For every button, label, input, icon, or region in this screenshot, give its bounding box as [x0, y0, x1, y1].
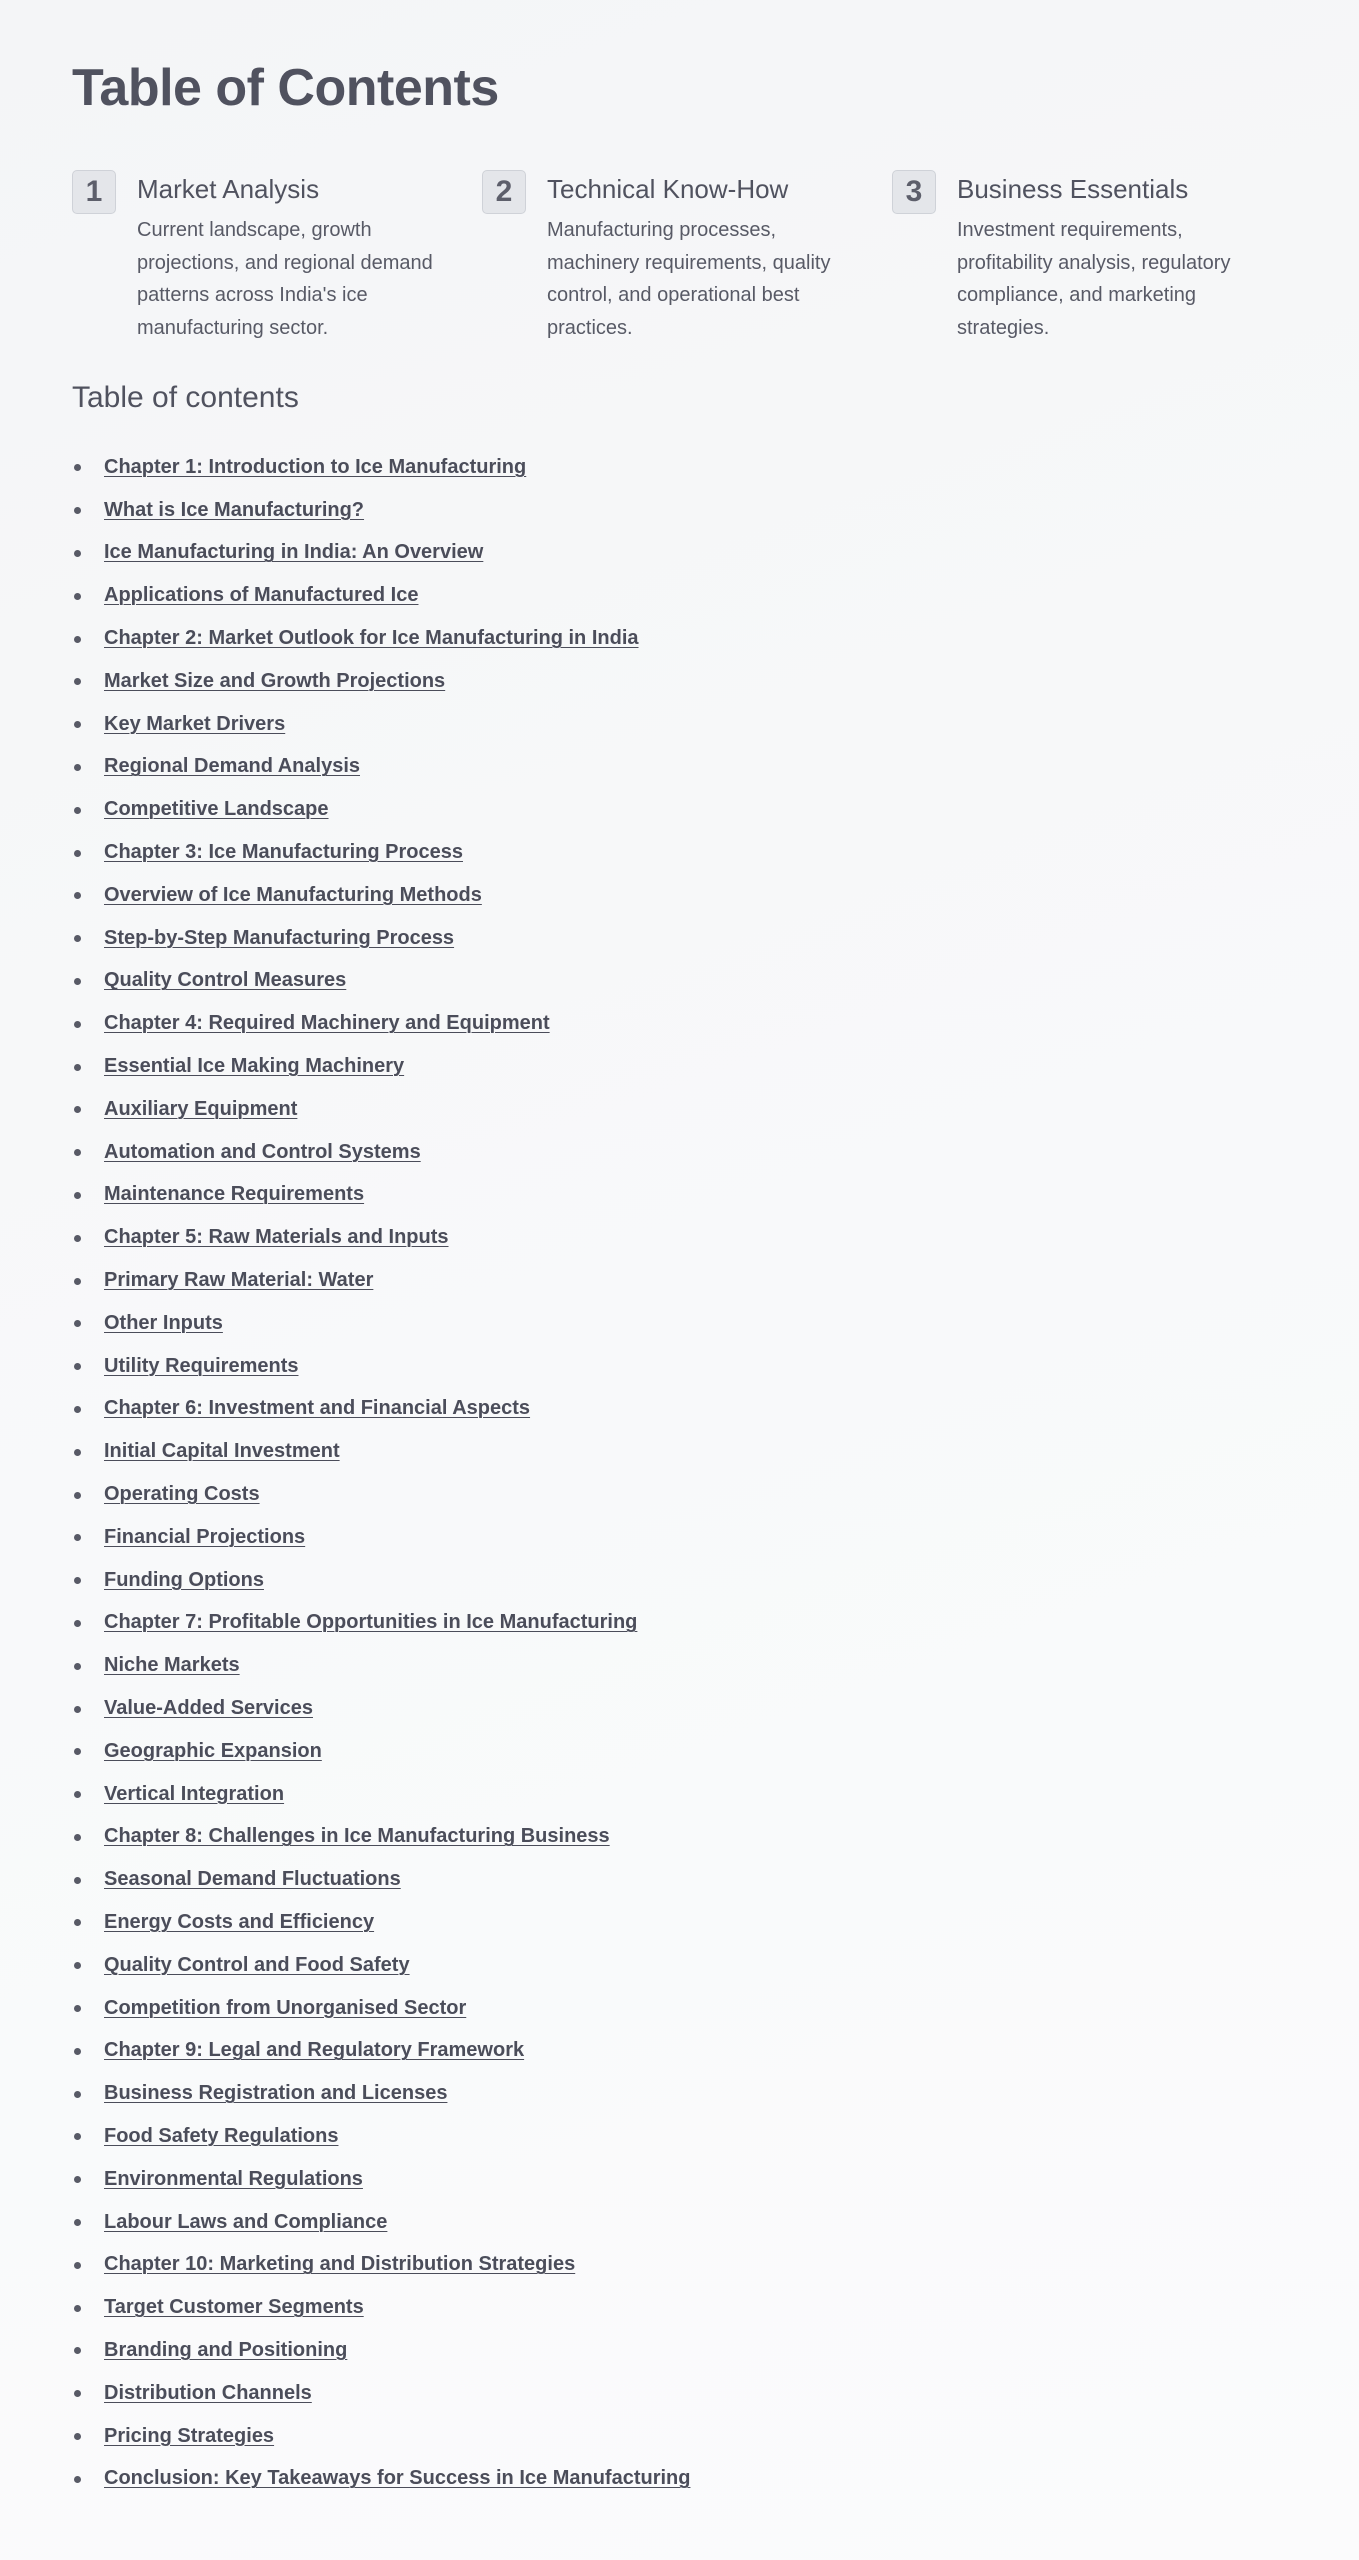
page-title: Table of Contents	[72, 59, 499, 117]
bullet-dot-icon	[74, 721, 81, 728]
toc-list-item	[72, 917, 1072, 960]
toc-list-item	[72, 2072, 1072, 2115]
bullet-dot-icon	[74, 464, 81, 471]
toc-link[interactable]: Ice Manufacturing in India: An Overview	[104, 541, 484, 564]
toc-link[interactable]: Branding and Positioning	[104, 2338, 348, 2361]
bullet-dot-icon	[74, 593, 81, 600]
bullet-dot-icon	[74, 850, 81, 857]
bullet-dot-icon	[74, 1919, 81, 1926]
bullet-dot-icon	[74, 1064, 81, 1071]
bullet-dot-icon	[74, 764, 81, 771]
toc-list-item	[72, 1773, 1072, 1816]
toc-link[interactable]: Pricing Strategies	[104, 2424, 275, 2447]
toc-list-item	[72, 2201, 1072, 2244]
toc-list-item	[72, 1302, 1072, 1345]
toc-list-item	[72, 874, 1072, 917]
toc-link[interactable]: Chapter 1: Introduction to Ice Manufacturing	[104, 455, 527, 478]
summary-card-business-essentials	[892, 170, 1302, 344]
toc-list-item	[72, 489, 1072, 532]
toc-link[interactable]: Primary Raw Material: Water	[104, 1269, 374, 1292]
card-description: Current landscape, growth projections, and regional demand patterns across India's ice manufacturing sector.	[137, 219, 433, 339]
bullet-dot-icon	[74, 1192, 81, 1199]
toc-list-item	[72, 831, 1072, 874]
toc-link[interactable]: Operating Costs	[104, 1483, 260, 1506]
toc-link[interactable]: Vertical Integration	[104, 1782, 285, 1805]
toc-link[interactable]: Automation and Control Systems	[104, 1140, 421, 1163]
toc-list-item	[72, 532, 1072, 575]
bullet-dot-icon	[74, 807, 81, 814]
bullet-dot-icon	[74, 2305, 81, 2312]
bullet-dot-icon	[74, 2390, 81, 2397]
toc-link[interactable]: Chapter 10: Marketing and Distribution Strategies	[104, 2253, 576, 2276]
toc-link[interactable]: Chapter 8: Challenges in Ice Manufacturing Business	[104, 1825, 610, 1848]
card-body	[957, 170, 1277, 344]
card-body	[547, 170, 867, 344]
toc-list-item	[72, 2115, 1072, 2158]
toc-link[interactable]: Target Customer Segments	[104, 2296, 364, 2319]
bullet-dot-icon	[74, 1449, 81, 1456]
bullet-dot-icon	[74, 1363, 81, 1370]
card-description: Manufacturing processes, machinery requirements, quality control, and operational best practices.	[547, 219, 831, 339]
toc-heading: Table of contents	[72, 381, 299, 414]
toc-list-item	[72, 1473, 1072, 1516]
toc-link[interactable]: Applications of Manufactured Ice	[104, 584, 419, 607]
toc-list-item	[72, 2372, 1072, 2415]
toc-link[interactable]: Essential Ice Making Machinery	[104, 1055, 405, 1078]
toc-link[interactable]: Quality Control Measures	[104, 969, 347, 992]
toc-list-item	[72, 1131, 1072, 1174]
toc-link[interactable]: Auxiliary Equipment	[104, 1097, 298, 1120]
toc-list-item	[72, 1944, 1072, 1987]
toc-list-item	[72, 446, 1072, 489]
bullet-dot-icon	[74, 1791, 81, 1798]
toc-link[interactable]: Key Market Drivers	[104, 712, 286, 735]
card-description: Investment requirements, profitability analysis, regulatory compliance, and marketing strategies.	[957, 219, 1231, 339]
card-title: Market Analysis	[137, 174, 320, 204]
bullet-dot-icon	[74, 1021, 81, 1028]
bullet-dot-icon	[74, 1706, 81, 1713]
bullet-dot-icon	[74, 2262, 81, 2269]
bullet-dot-icon	[74, 2476, 81, 2483]
bullet-dot-icon	[74, 2176, 81, 2183]
toc-link[interactable]: Food Safety Regulations	[104, 2124, 339, 2147]
toc-list-item	[72, 2457, 1072, 2500]
toc-link[interactable]: Overview of Ice Manufacturing Methods	[104, 883, 482, 906]
toc-list-item	[72, 746, 1072, 789]
bullet-dot-icon	[74, 1834, 81, 1841]
toc-link[interactable]: Chapter 6: Investment and Financial Aspects	[104, 1397, 531, 1420]
toc-list-item	[72, 1002, 1072, 1045]
bullet-dot-icon	[74, 2091, 81, 2098]
bullet-dot-icon	[74, 1663, 81, 1670]
bullet-dot-icon	[74, 1877, 81, 1884]
toc-list-item	[72, 2329, 1072, 2372]
bullet-dot-icon	[74, 507, 81, 514]
bullet-dot-icon	[74, 2433, 81, 2440]
toc-link[interactable]: Chapter 4: Required Machinery and Equipment	[104, 1012, 550, 1035]
card-number-badge: 2	[482, 170, 526, 214]
bullet-dot-icon	[74, 1235, 81, 1242]
toc-list-item	[72, 1602, 1072, 1645]
bullet-dot-icon	[74, 2048, 81, 2055]
bullet-dot-icon	[74, 2219, 81, 2226]
toc-list	[72, 446, 1072, 2500]
toc-list-item	[72, 1345, 1072, 1388]
toc-link[interactable]: Other Inputs	[104, 1311, 223, 1334]
toc-link[interactable]: Regional Demand Analysis	[104, 755, 360, 778]
toc-list-item	[72, 1388, 1072, 1431]
toc-link[interactable]: Value-Added Services	[104, 1697, 313, 1719]
bullet-dot-icon	[74, 1406, 81, 1413]
toc-list-item	[72, 2415, 1072, 2458]
toc-list-item	[72, 1259, 1072, 1302]
toc-list-item	[72, 2243, 1072, 2286]
toc-link[interactable]: Step-by-Step Manufacturing Process	[104, 926, 455, 949]
toc-list-item	[72, 2158, 1072, 2201]
toc-link[interactable]: Labour Laws and Compliance	[104, 2210, 388, 2233]
bullet-dot-icon	[74, 1149, 81, 1156]
toc-link[interactable]: Chapter 2: Market Outlook for Ice Manufacturing in India	[104, 627, 639, 650]
toc-link[interactable]: Funding Options	[104, 1568, 264, 1591]
toc-link[interactable]: Competition from Unorganised Sector	[104, 1996, 467, 2019]
toc-link[interactable]: Financial Projections	[104, 1525, 306, 1548]
summary-cards	[72, 170, 1302, 344]
toc-link[interactable]: Initial Capital Investment	[104, 1440, 340, 1463]
toc-link[interactable]: Energy Costs and Efficiency	[104, 1910, 375, 1933]
toc-list-item	[72, 703, 1072, 746]
bullet-dot-icon	[74, 2347, 81, 2354]
card-body	[137, 170, 457, 344]
toc-link[interactable]: Quality Control and Food Safety	[104, 1953, 410, 1976]
toc-list-item	[72, 788, 1072, 831]
bullet-dot-icon	[74, 935, 81, 942]
bullet-dot-icon	[74, 636, 81, 643]
toc-list-item	[72, 2029, 1072, 2072]
bullet-dot-icon	[74, 550, 81, 557]
toc-list-item	[72, 1901, 1072, 1944]
toc-list-item	[72, 1816, 1072, 1859]
toc-link[interactable]: Distribution Channels	[104, 2381, 312, 2404]
bullet-dot-icon	[74, 678, 81, 685]
bullet-dot-icon	[74, 1620, 81, 1627]
toc-list-item	[72, 1644, 1072, 1687]
toc-list-item	[72, 574, 1072, 617]
bullet-dot-icon	[74, 1320, 81, 1327]
toc-list-item	[72, 2286, 1072, 2329]
bullet-dot-icon	[74, 1577, 81, 1584]
toc-link[interactable]: What is Ice Manufacturing?	[104, 498, 365, 521]
toc-list-item	[72, 960, 1072, 1003]
toc-list-item	[72, 660, 1072, 703]
toc-link[interactable]: Niche Markets	[104, 1654, 240, 1677]
bullet-dot-icon	[74, 1534, 81, 1541]
bullet-dot-icon	[74, 1962, 81, 1969]
toc-link[interactable]: Environmental Regulations	[104, 2167, 363, 2190]
bullet-dot-icon	[74, 1748, 81, 1755]
toc-link[interactable]: Seasonal Demand Fluctuations	[104, 1868, 401, 1891]
card-title: Business Essentials	[957, 174, 1189, 204]
toc-list-item	[72, 1858, 1072, 1901]
card-number-badge: 3	[892, 170, 936, 214]
card-title: Technical Know-How	[547, 174, 789, 204]
card-number-badge: 1	[72, 170, 116, 214]
toc-list-item	[72, 1045, 1072, 1088]
toc-link[interactable]: Chapter 3: Ice Manufacturing Process	[104, 841, 463, 864]
bullet-dot-icon	[74, 978, 81, 985]
toc-list-item	[72, 1216, 1072, 1259]
toc-link[interactable]: Conclusion: Key Takeaways for Success in Ice Manufacturing	[104, 2467, 691, 2490]
toc-link[interactable]: Chapter 7: Profitable Opportunities in Ice Manufacturing	[104, 1611, 638, 1634]
toc-list-item	[72, 617, 1072, 660]
toc-list-item	[72, 1559, 1072, 1602]
bullet-dot-icon	[74, 1492, 81, 1499]
toc-link[interactable]: Geographic Expansion	[104, 1739, 322, 1762]
toc-link[interactable]: Market Size and Growth Projections	[104, 669, 446, 692]
toc-link[interactable]: Chapter 9: Legal and Regulatory Framework	[104, 2039, 525, 2062]
bullet-dot-icon	[74, 1278, 81, 1285]
bullet-dot-icon	[74, 1106, 81, 1113]
toc-link[interactable]: Utility Requirements	[104, 1354, 299, 1377]
toc-link[interactable]: Competitive Landscape	[104, 798, 329, 821]
toc-list-item	[72, 1516, 1072, 1559]
toc-list-item	[72, 1174, 1072, 1217]
toc-link[interactable]: Maintenance Requirements	[104, 1183, 365, 1206]
bullet-dot-icon	[74, 2133, 81, 2140]
toc-link[interactable]: Business Registration and Licenses	[104, 2082, 448, 2105]
summary-card-technical-know-how	[482, 170, 892, 344]
toc-list-item	[72, 1987, 1072, 2030]
toc-list-item	[72, 1687, 1072, 1730]
toc-list-item	[72, 1730, 1072, 1773]
toc-list-item	[72, 1088, 1072, 1131]
bullet-dot-icon	[74, 892, 81, 899]
summary-card-market-analysis	[72, 170, 482, 344]
toc-link[interactable]: Chapter 5: Raw Materials and Inputs	[104, 1226, 449, 1249]
toc-list-item	[72, 1430, 1072, 1473]
bullet-dot-icon	[74, 2005, 81, 2012]
